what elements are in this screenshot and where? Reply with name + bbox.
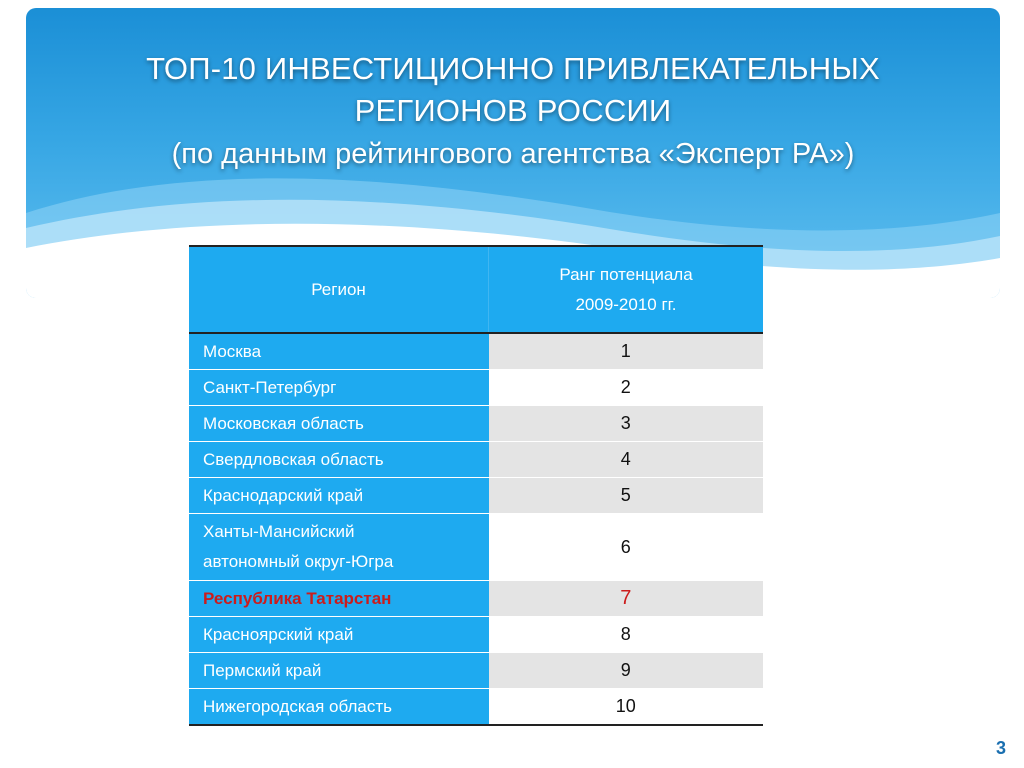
- rank-cell: 9: [489, 653, 764, 689]
- region-cell: Санкт-Петербург: [189, 370, 489, 406]
- region-cell: Московская область: [189, 406, 489, 442]
- regions-rating-table: [189, 245, 763, 726]
- table-row: [189, 478, 763, 514]
- region-line2: автономный округ-Югра: [203, 552, 394, 571]
- slide-title: [26, 48, 1000, 174]
- table-row: [189, 333, 763, 370]
- table-row: [189, 406, 763, 442]
- title-line-1: ТОП-10 ИНВЕСТИЦИОННО ПРИВЛЕКАТЕЛЬНЫХ: [146, 51, 880, 86]
- header-rank-line2: 2009-2010 гг.: [575, 294, 677, 314]
- region-cell: Краснодарский край: [189, 478, 489, 514]
- rank-cell: 1: [489, 333, 764, 370]
- rank-cell: 4: [489, 442, 764, 478]
- page-number: 3: [995, 738, 1006, 758]
- region-cell: Пермский край: [189, 653, 489, 689]
- table-row: [189, 689, 763, 726]
- region-cell: Москва: [189, 333, 489, 370]
- region-cell: Красноярский край: [189, 617, 489, 653]
- table-row: [189, 617, 763, 653]
- region-cell: [189, 514, 489, 581]
- rank-cell: 8: [489, 617, 764, 653]
- region-cell: Нижегородская область: [189, 689, 489, 726]
- rank-cell: 3: [489, 406, 764, 442]
- table-row: [189, 442, 763, 478]
- table-row: [189, 370, 763, 406]
- title-line-2: РЕГИОНОВ РОССИИ: [354, 93, 672, 128]
- rank-cell: 5: [489, 478, 764, 514]
- rank-cell: 2: [489, 370, 764, 406]
- title-subtitle: (по данным рейтингового агентства «Эксперт РА»): [171, 138, 855, 170]
- header-rank-line1: Ранг потенциала: [559, 264, 693, 284]
- table-row-highlighted: [189, 581, 763, 617]
- rank-cell: 6: [489, 514, 764, 581]
- rank-cell: 10: [489, 689, 764, 726]
- table-row: [189, 653, 763, 689]
- rank-cell: 7: [489, 581, 764, 617]
- header-region: Регион: [189, 246, 489, 333]
- table-row: [189, 514, 763, 581]
- region-cell: Республика Татарстан: [189, 581, 489, 617]
- table-header-row: [189, 246, 763, 333]
- region-line1: Ханты-Мансийский: [203, 522, 355, 541]
- header-rank: [489, 246, 764, 333]
- region-cell: Свердловская область: [189, 442, 489, 478]
